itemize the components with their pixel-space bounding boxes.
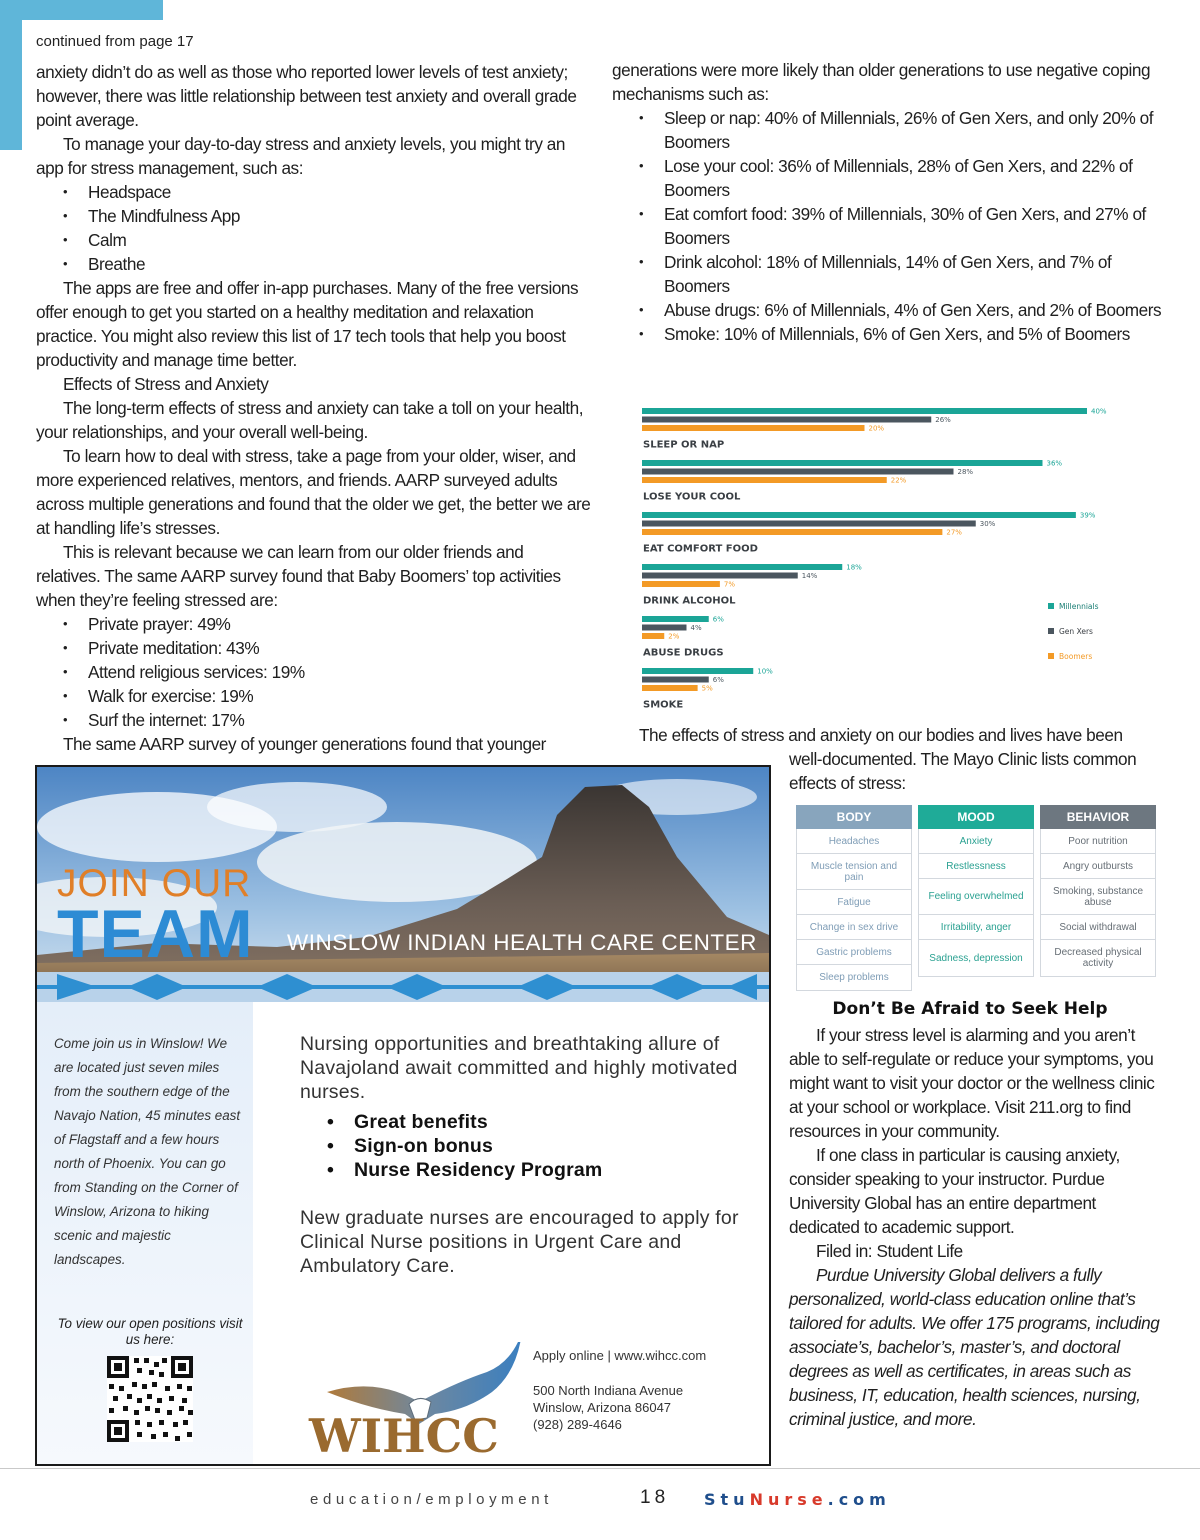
chart-category-label: LOSE YOUR COOL: [643, 491, 741, 503]
mood-item: Anxiety: [918, 829, 1034, 854]
left-paragraph-3: The apps are free and offer in-app purchases. Many of the free versions offer enough to get you started on a healthy meditation and relaxation practice. You might also review this list of 17 tech tools that help you boost productivity and manage time better.: [36, 278, 579, 370]
behavior-item: Social withdrawal: [1040, 915, 1156, 940]
body-item: Muscle tension and pain: [796, 854, 912, 890]
left-paragraph-2: To manage your day-to-day stress and anxiety levels, you might try an app for stress management, such as:: [36, 134, 566, 178]
list-item: • The Mindfulness App: [36, 204, 591, 228]
right-column: [612, 58, 1168, 346]
brand-dotcom: .com: [827, 1490, 891, 1509]
page-tab-strip: [0, 0, 163, 20]
chart-category-label: DRINK ALCOHOL: [643, 595, 736, 607]
chart-legend-label: Gen Xers: [1059, 627, 1093, 636]
behavior-item: Angry outbursts: [1040, 854, 1156, 879]
mood-item: Restlessness: [918, 854, 1034, 879]
list-item: • Eat comfort food: 39% of Millennials, 30% of Gen Xers, and 27% of Boomers: [612, 202, 1168, 250]
mood-item: Feeling overwhelmed: [918, 879, 1034, 915]
chart-data-label: 28%: [957, 468, 974, 476]
chart-data-label: 10%: [757, 667, 773, 676]
help-heading: Don’t Be Afraid to Seek Help: [832, 999, 1108, 1019]
brand-stu: Stu: [704, 1490, 750, 1509]
page-number: 18: [640, 1487, 670, 1508]
brand-nurse: Nurse: [749, 1490, 828, 1509]
chart-data-label: 5%: [701, 684, 713, 693]
chart-data-label: 14%: [801, 572, 818, 580]
address-line-1: 500 North Indiana Avenue: [533, 1383, 684, 1398]
chart-bar: [642, 616, 709, 622]
chart-category-label: ABUSE DRUGS: [643, 647, 724, 659]
view-positions-text: To view our open positions visit us here:: [57, 1316, 243, 1347]
chart-data-label: 26%: [935, 416, 951, 424]
chart-bar: [642, 425, 865, 431]
left-paragraph-7: This is relevant because we can learn from our older friends and relatives. The same AARP survey found that Baby Boomers’ top activities when they’re feeling stressed are:: [36, 542, 561, 610]
left-paragraph-5: The long-term effects of stress and anxiety can take a toll on your health, your relationships, and your overall well-being.: [36, 398, 584, 442]
center-name: WINSLOW INDIAN HEALTH CARE CENTER: [287, 930, 757, 955]
chart-category-label: SLEEP OR NAP: [643, 439, 725, 451]
chart-bar: [642, 529, 942, 535]
list-item: • Private meditation: 43%: [36, 636, 591, 660]
chart-bar: [642, 417, 931, 423]
help-paragraph-1: If your stress level is alarming and you aren’t able to self-regulate or reduce your symptoms, you might want to visit your doctor or the wellness clinic at your school or workplace. Visit 211.org to find resources in your community.: [789, 1025, 1155, 1141]
chart-data-label: 40%: [1091, 407, 1107, 416]
mood-item: Irritability, anger: [918, 915, 1034, 940]
chart-legend-swatch: [1048, 603, 1054, 609]
help-section: [789, 1023, 1161, 1431]
mayo-mood-column: [918, 805, 1034, 977]
coping-mechanism-list: [612, 106, 1168, 346]
right-paragraph-1: generations were more likely than older generations to use negative coping mechanisms such as:: [612, 60, 1151, 104]
chart-legend-label: Millennials: [1059, 602, 1099, 611]
chart-data-label: 36%: [1046, 459, 1063, 468]
wihcc-eagle-logo: [307, 1342, 532, 1462]
chart-legend-swatch: [1048, 653, 1054, 659]
list-item: • Headspace: [36, 180, 591, 204]
list-item: • Sleep or nap: 40% of Millennials, 26% of Gen Xers, and only 20% of Boomers: [612, 106, 1168, 154]
left-paragraph-8: The same AARP survey of younger generations found that younger: [63, 734, 546, 754]
phone-number: (928) 289-4646: [533, 1417, 622, 1432]
chart-bar: [642, 625, 687, 631]
mood-item: Sadness, depression: [918, 940, 1034, 977]
benefit-item: • Great benefits: [300, 1110, 740, 1134]
left-column: [36, 60, 591, 756]
continued-note: continued from page 17: [36, 33, 194, 50]
coping-bar-chart: [638, 400, 1138, 712]
chart-data-label: 6%: [712, 615, 724, 624]
benefit-list: [300, 1110, 740, 1182]
behavior-header: BEHAVIOR: [1040, 805, 1156, 829]
chart-data-label: 6%: [712, 676, 724, 684]
list-item: • Lose your cool: 36% of Millennials, 28% of Gen Xers, and 22% of Boomers: [612, 154, 1168, 202]
mayo-intro-2: well-documented. The Mayo Clinic lists common effects of stress:: [789, 749, 1137, 793]
chart-category-label: EAT COMFORT FOOD: [643, 543, 758, 555]
list-item: • Breathe: [36, 252, 591, 276]
list-item: • Abuse drugs: 6% of Millennials, 4% of Gen Xers, and 2% of Boomers: [612, 298, 1168, 322]
chart-bar: [642, 633, 664, 639]
footer-brand: [704, 1490, 891, 1509]
about-purdue-global: Purdue University Global delivers a fully personalized, world-class education online that’s tailored for adults. We offer 175 programs, including associate’s, bachelor’s, master’s, and doctoral degrees as well as certificates, in areas such as business, IT, education, health sciences, nursing, criminal justice, and more.: [789, 1265, 1160, 1429]
list-item: • Smoke: 10% of Millennials, 6% of Gen Xers, and 5% of Boomers: [612, 322, 1168, 346]
chart-bar: [642, 677, 709, 683]
mood-header: MOOD: [918, 805, 1034, 829]
apply-online-link[interactable]: Apply online | www.wihcc.com: [533, 1348, 707, 1363]
mayo-behavior-column: [1040, 805, 1156, 977]
footer-section: education/employment: [310, 1491, 553, 1508]
left-paragraph-1: anxiety didn’t do as well as those who reported lower levels of test anxiety; however, there was little relationship between test anxiety and overall grade point average.: [36, 62, 577, 130]
chart-legend-swatch: [1048, 628, 1054, 634]
list-item: • Walk for exercise: 19%: [36, 684, 591, 708]
body-item: Change in sex drive: [796, 915, 912, 940]
ad-left-panel: [37, 1002, 253, 1466]
app-list: [36, 180, 591, 276]
qr-code-icon[interactable]: [107, 1356, 193, 1442]
chart-data-label: 30%: [979, 520, 996, 528]
chart-bar: [642, 408, 1087, 414]
help-paragraph-2: If one class in particular is causing anxiety, consider speaking to your instructor. Purdue University Global has an entire department dedicated to academic support.: [789, 1145, 1120, 1237]
page-tab-side: [0, 0, 22, 150]
ad-graduate-note: New graduate nurses are encouraged to apply for Clinical Nurse positions in Urgent Care and Ambulatory Care.: [300, 1207, 739, 1277]
ad-main-copy: [300, 1032, 740, 1278]
body-item: Sleep problems: [796, 965, 912, 991]
chart-bar: [642, 512, 1076, 518]
chart-bar: [642, 573, 798, 579]
body-item: Fatigue: [796, 890, 912, 915]
benefit-item: • Sign-on bonus: [300, 1134, 740, 1158]
filed-in: Filed in: Student Life: [816, 1241, 963, 1261]
body-item: Headaches: [796, 829, 912, 854]
chart-category-label: SMOKE: [643, 699, 684, 711]
ad-contact: [533, 1382, 683, 1433]
list-item: • Drink alcohol: 18% of Millennials, 14% of Gen Xers, and 7% of Boomers: [612, 250, 1168, 298]
behavior-item: Decreased physical activity: [1040, 940, 1156, 977]
chart-bar: [642, 668, 753, 674]
chart-bar: [642, 460, 1043, 466]
chart-data-label: 39%: [1079, 511, 1096, 520]
list-item: • Calm: [36, 228, 591, 252]
chart-data-label: 18%: [846, 563, 862, 572]
chart-bar: [642, 469, 954, 475]
body-item: Gastric problems: [796, 940, 912, 965]
list-item: • Attend religious services: 19%: [36, 660, 591, 684]
chart-bar: [642, 521, 976, 527]
chart-data-label: 2%: [668, 632, 680, 641]
chart-bar: [642, 581, 720, 587]
join-our-text: JOIN OUR: [57, 862, 252, 905]
mayo-intro-1: The effects of stress and anxiety on our bodies and lives have been: [639, 725, 1123, 745]
chart-bar: [642, 477, 887, 483]
chart-data-label: 27%: [946, 528, 962, 537]
chart-legend-label: Boomers: [1059, 652, 1093, 661]
list-item: • Private prayer: 49%: [36, 612, 591, 636]
chart-data-label: 4%: [690, 624, 702, 632]
left-paragraph-6: To learn how to deal with stress, take a page from your older, wiser, and more experienced relatives, mentors, and friends. AARP surveyed adults across multiple generations and found that the older we get, the better we are at handling life’s stresses.: [36, 446, 591, 538]
ad-intro: Nursing opportunities and breathtaking allure of Navajoland await committed and highly motivated nurses.: [300, 1033, 738, 1103]
benefit-item: • Nurse Residency Program: [300, 1158, 740, 1182]
chart-data-label: 22%: [890, 476, 907, 485]
list-item: • Surf the internet: 17%: [36, 708, 591, 732]
section-heading: Effects of Stress and Anxiety: [63, 374, 269, 394]
chart-data-label: 7%: [723, 580, 735, 589]
footer-divider: [0, 1468, 1200, 1469]
chart-bar: [642, 564, 842, 570]
behavior-item: Smoking, substance abuse: [1040, 879, 1156, 915]
chart-bar: [642, 685, 698, 691]
chart-data-label: 20%: [868, 424, 885, 433]
behavior-item: Poor nutrition: [1040, 829, 1156, 854]
mayo-body-column: [796, 805, 912, 991]
winslow-description: Come join us in Winslow! We are located just seven miles from the southern edge of the Navajo Nation, 45 minutes east of Flagstaff and a few hours north of Phoenix. You can go from Standing on the Corner of Winslow, Arizona to hiking scenic and majestic landscapes.: [54, 1036, 241, 1267]
wihcc-advertisement: [35, 765, 771, 1466]
team-text: TEAM: [57, 896, 254, 972]
address-line-2: Winslow, Arizona 86047: [533, 1400, 672, 1415]
body-header: BODY: [796, 805, 912, 829]
boomer-activity-list: [36, 612, 591, 732]
logo-wordmark: WIHCC: [309, 1409, 499, 1462]
